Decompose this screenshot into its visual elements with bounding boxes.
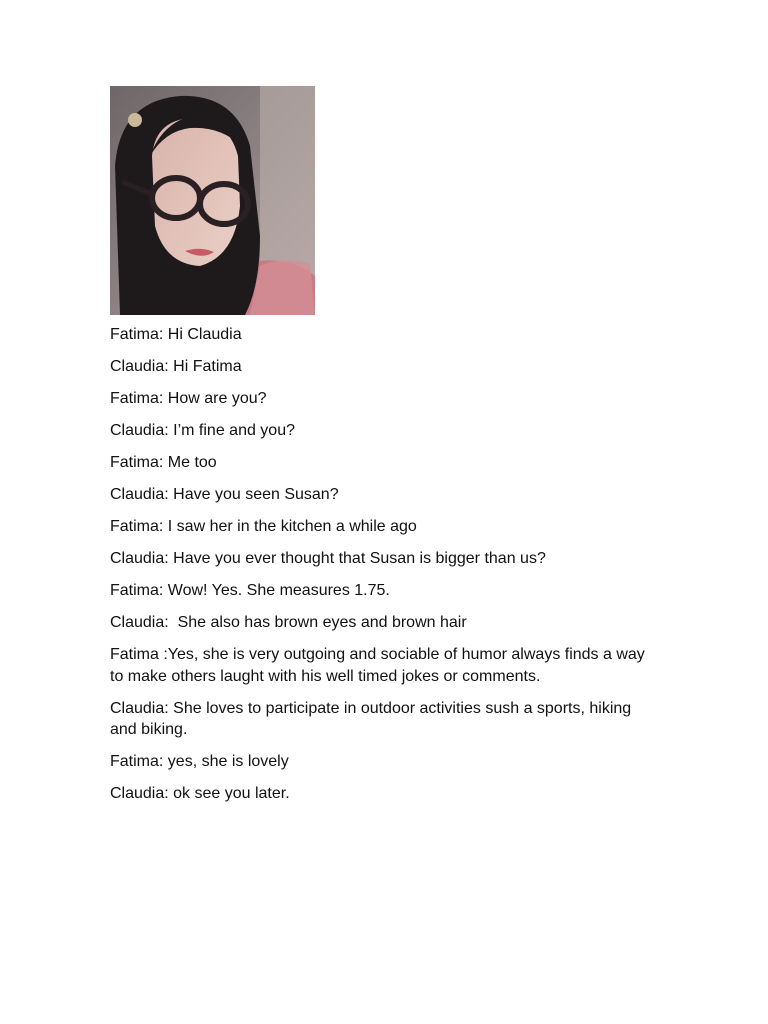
dialogue-line: Claudia: I’m fine and you? [110, 422, 295, 439]
dialogue-line: Fatima: Me too [110, 454, 217, 471]
dialogue-line: Claudia: Hi Fatima [110, 358, 242, 375]
dialogue-line: Claudia: Have you ever thought that Susan is bigger than us? [110, 550, 546, 567]
dialogue-text [110, 324, 660, 815]
dialogue-line: Fatima: Hi Claudia [110, 326, 242, 343]
dialogue-line: Claudia: Have you seen Susan? [110, 486, 339, 503]
portrait-photo [110, 86, 315, 315]
dialogue-line: Fatima: I saw her in the kitchen a while ago [110, 518, 417, 535]
portrait-photo-icon [110, 86, 315, 315]
dialogue-line: Fatima: Wow! Yes. She measures 1.75. [110, 582, 390, 599]
dialogue-line: Claudia: ok see you later. [110, 785, 290, 802]
dialogue-line: Claudia: She also has brown eyes and brown hair [110, 614, 467, 631]
dialogue-line: Claudia: She loves to participate in outdoor activities sush a sports, hiking and biking. [110, 699, 636, 738]
dialogue-line: Fatima: yes, she is lovely [110, 753, 289, 770]
dialogue-line: Fatima :Yes, she is very outgoing and sociable of humor always finds a way to make others laught with his well timed jokes or comments. [110, 646, 650, 685]
dialogue-line: Fatima: How are you? [110, 390, 267, 407]
